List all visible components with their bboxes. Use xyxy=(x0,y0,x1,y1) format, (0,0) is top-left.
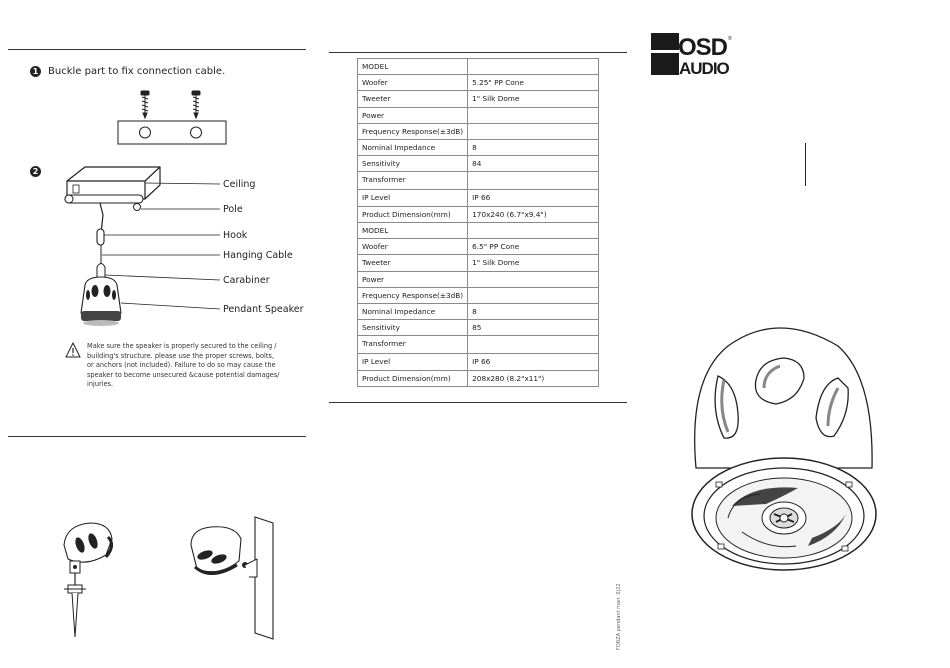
warning-line: building's structure. please use the proper screws, bolts, xyxy=(87,351,274,360)
spec-label: IP Level xyxy=(358,190,468,206)
bracket-plate xyxy=(118,121,226,144)
spec-label: Woofer xyxy=(358,75,468,91)
screw-bracket-drawing xyxy=(110,88,230,148)
spec-label: Tweeter xyxy=(358,91,468,107)
spec-row xyxy=(358,107,599,123)
brand-logo xyxy=(651,33,733,75)
spec-row xyxy=(358,354,599,370)
spec-value: 1" Silk Dome xyxy=(468,91,599,107)
spec-label: Frequency Response(±3dB) xyxy=(358,123,468,139)
spec-row xyxy=(358,190,599,206)
spec-value xyxy=(468,107,599,123)
spec-value: 85 xyxy=(468,320,599,336)
section-rule-bottom-middle xyxy=(329,402,627,403)
callout-hook: Hook xyxy=(223,230,248,241)
spec-value: 5.25" PP Cone xyxy=(468,75,599,91)
wall-mount-drawing xyxy=(183,515,283,640)
spec-value: IP 66 xyxy=(468,190,599,206)
step-1 xyxy=(30,66,225,77)
spec-value xyxy=(468,59,599,75)
step-1-text: Buckle part to fix connection cable. xyxy=(48,66,226,77)
step-number-badge: 1 xyxy=(30,66,41,77)
warning-text xyxy=(87,342,280,390)
spec-label: Tweeter xyxy=(358,255,468,271)
ground-stake-mount-drawing xyxy=(50,515,130,640)
spec-label: Power xyxy=(358,271,468,287)
screw-icon xyxy=(192,91,200,118)
spec-value: 170x240 (6.7"x9.4") xyxy=(468,206,599,222)
footer-document-code: FORZA pendant man. 0|22 xyxy=(616,583,622,650)
spec-value: 84 xyxy=(468,156,599,172)
spec-label: Woofer xyxy=(358,239,468,255)
spec-table-2 xyxy=(357,222,599,387)
spec-label: Sensitivity xyxy=(358,320,468,336)
warning-line: speaker to become unsecured &cause potential damages/ xyxy=(87,370,280,379)
warning-line: or anchors (not included). Failure to do so may cause the xyxy=(87,361,276,370)
spec-value xyxy=(468,271,599,287)
spec-label: Transformer xyxy=(358,336,468,354)
spec-row xyxy=(358,271,599,287)
spec-row xyxy=(358,370,599,386)
spec-value xyxy=(468,287,599,303)
callout-hanging-cable: Hanging Cable xyxy=(223,250,293,261)
spec-row xyxy=(358,156,599,172)
spec-label: Product Dimension(mm) xyxy=(358,206,468,222)
callout-ceiling: Ceiling xyxy=(223,179,256,190)
spec-label: IP Level xyxy=(358,354,468,370)
cover-divider xyxy=(805,143,806,186)
spec-value: 8 xyxy=(468,139,599,155)
speaker-illustration xyxy=(688,318,878,573)
spec-label: Transformer xyxy=(358,172,468,190)
warning-icon xyxy=(65,342,81,358)
spec-row xyxy=(358,172,599,190)
brand-registered-mark: ® xyxy=(728,36,732,42)
spec-label: MODEL xyxy=(358,223,468,239)
spec-label: Nominal Impedance xyxy=(358,139,468,155)
step-2 xyxy=(30,166,48,177)
spec-value xyxy=(468,223,599,239)
section-rule-top-left xyxy=(8,49,306,50)
spec-value xyxy=(468,336,599,354)
spec-row xyxy=(358,206,599,222)
spec-row xyxy=(358,223,599,239)
spec-row xyxy=(358,255,599,271)
step-number-badge: 2 xyxy=(30,166,41,177)
screw-icon xyxy=(141,91,149,118)
callout-carabiner: Carabiner xyxy=(223,275,270,286)
warning-notice xyxy=(65,342,305,390)
spec-row xyxy=(358,303,599,319)
section-rule-top-middle xyxy=(329,52,627,53)
spec-label: Power xyxy=(358,107,468,123)
callout-pendant-speaker: Pendant Speaker xyxy=(223,304,304,315)
spec-row xyxy=(358,75,599,91)
spec-row xyxy=(358,123,599,139)
warning-line: Make sure the speaker is properly secured to the ceiling / xyxy=(87,342,277,350)
spec-row xyxy=(358,91,599,107)
spec-label: Sensitivity xyxy=(358,156,468,172)
spec-value xyxy=(468,172,599,190)
spec-row xyxy=(358,59,599,75)
spec-value xyxy=(468,123,599,139)
spec-row xyxy=(358,239,599,255)
spec-value: 1" Silk Dome xyxy=(468,255,599,271)
section-rule-bottom-left xyxy=(8,436,306,437)
spec-value: 208x280 (8.2"x11") xyxy=(468,370,599,386)
brand-line-2: AUDIO xyxy=(679,59,729,75)
spec-value: IP 66 xyxy=(468,354,599,370)
warning-line: injuries. xyxy=(87,380,114,389)
spec-row xyxy=(358,287,599,303)
spec-label: Nominal Impedance xyxy=(358,303,468,319)
spec-value: 6.5" PP Cone xyxy=(468,239,599,255)
spec-row xyxy=(358,320,599,336)
spec-label: Frequency Response(±3dB) xyxy=(358,287,468,303)
spec-label: Product Dimension(mm) xyxy=(358,370,468,386)
callout-pole: Pole xyxy=(223,204,243,215)
brand-line-1: OSD xyxy=(678,34,728,61)
spec-value: 8 xyxy=(468,303,599,319)
spec-label: MODEL xyxy=(358,59,468,75)
spec-table-1 xyxy=(357,58,599,223)
spec-row xyxy=(358,336,599,354)
spec-row xyxy=(358,139,599,155)
